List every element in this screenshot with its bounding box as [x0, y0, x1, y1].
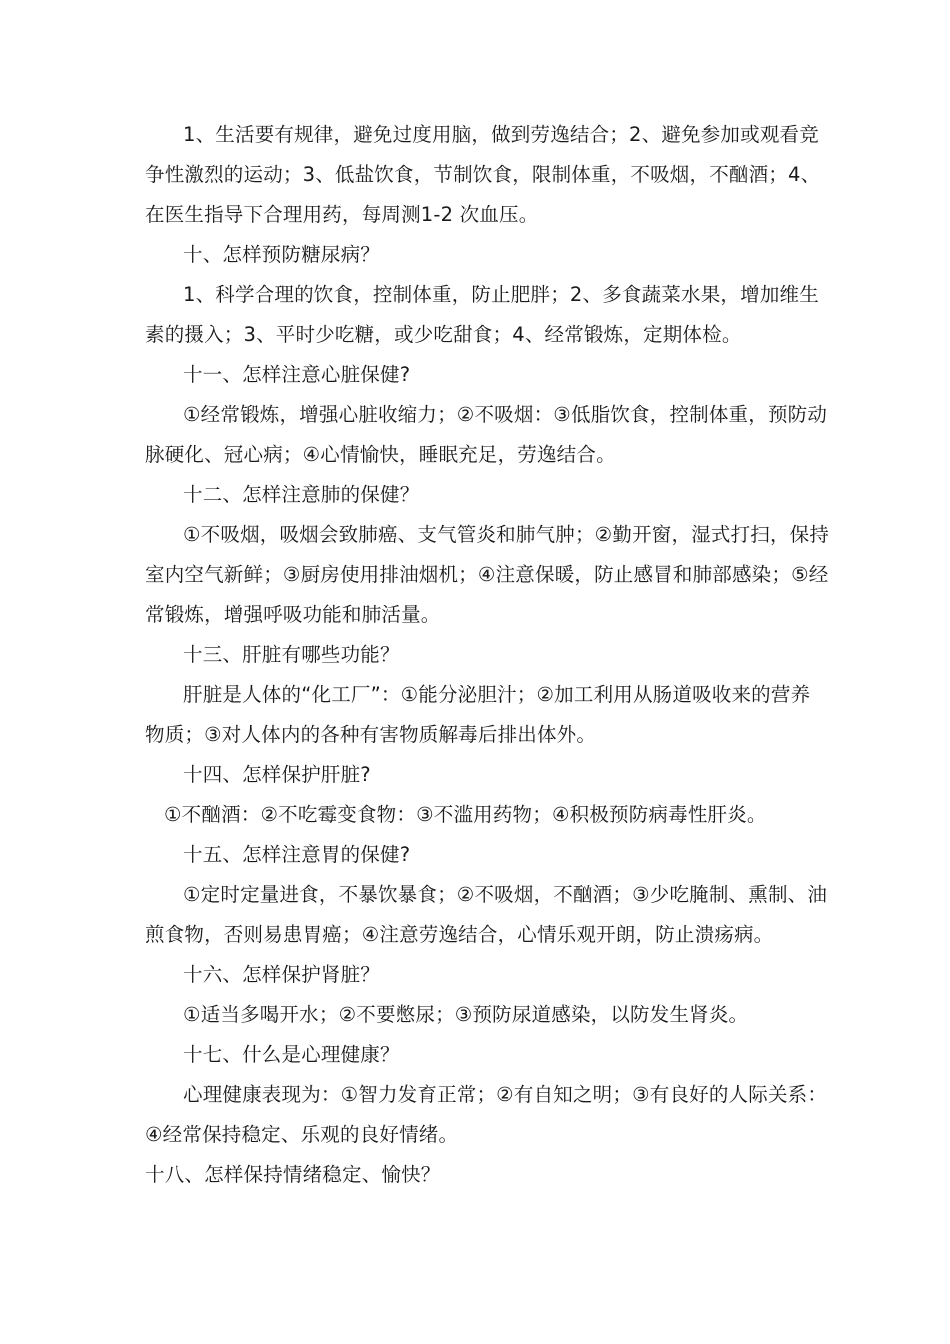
paragraph-line: 煎食物，否则易患胃癌；④注意劳逸结合，心情乐观开朗，防止溃疡病。 [145, 923, 774, 946]
paragraph-line: 1、生活要有规律，避免过度用脑，做到劳逸结合；2、避免参加或观看竞 [183, 123, 819, 146]
paragraph-line: 室内空气新鲜；③厨房使用排油烟机；④注意保暖，防止感冒和肺部感染；⑤经 [145, 563, 829, 586]
paragraph-line: 物质；③对人体内的各种有害物质解毒后排出体外。 [145, 723, 597, 746]
paragraph-line: 常锻炼，增强呼吸功能和肺活量。 [145, 603, 441, 626]
paragraph-line: ①经常锻炼，增强心脏收缩力；②不吸烟：③低脂饮食，控制体重，预防动 [183, 403, 828, 426]
paragraph-line: ①适当多喝开水；②不要憋尿；③预防尿道感染，以防发生肾炎。 [183, 1003, 749, 1026]
paragraph-line: 素的摄入；3、平时少吃糖，或少吃甜食；4、经常锻炼，定期体检。 [145, 323, 742, 346]
paragraph-line: ①定时定量进食，不暴饮暴食；②不吸烟，不酗酒；③少吃腌制、熏制、油 [183, 883, 828, 906]
section-heading: 十一、怎样注意心脏保健? [183, 363, 411, 386]
paragraph-line: ①不酗酒：②不吃霉变食物：③不滥用药物；④积极预防病毒性肝炎。 [164, 803, 767, 826]
section-heading: 十六、怎样保护肾脏？ [183, 963, 381, 986]
section-heading: 十四、怎样保护肝脏? [183, 763, 371, 786]
section-heading: 十八、怎样保持情绪稳定、愉快？ [145, 1163, 441, 1186]
section-heading: 十五、怎样注意胃的保健? [183, 843, 411, 866]
paragraph-line: 肝脏是人体的“化工厂”：①能分泌胆汁；②加工利用从肠道吸收来的营养 [183, 683, 811, 706]
paragraph-line: 1、科学合理的饮食，控制体重，防止肥胖；2、多食蔬菜水果，增加维生 [183, 283, 819, 306]
section-heading: 十、怎样预防糖尿病？ [183, 243, 381, 266]
paragraph-line: 心理健康表现为：①智力发育正常；②有自知之明；③有良好的人际关系： [183, 1083, 828, 1106]
section-heading: 十三、肝脏有哪些功能？ [183, 643, 400, 666]
paragraph-line: 脉硬化、冠心病；④心情愉快，睡眠充足，劳逸结合。 [145, 443, 616, 466]
paragraph-line: ④经常保持稳定、乐观的良好情绪。 [145, 1123, 459, 1146]
section-heading: 十二、怎样注意肺的保健？ [183, 483, 420, 506]
paragraph-line: ①不吸烟，吸烟会致肺癌、支气管炎和肺气肿；②勤开窗，湿式打扫，保持 [183, 523, 830, 546]
section-heading: 十七、什么是心理健康？ [183, 1043, 400, 1066]
paragraph-line: 在医生指导下合理用药，每周测1-2 次血压。 [145, 203, 539, 226]
paragraph-line: 争性激烈的运动；3、低盐饮食，节制饮食，限制体重，不吸烟，不酗酒；4、 [145, 163, 821, 186]
